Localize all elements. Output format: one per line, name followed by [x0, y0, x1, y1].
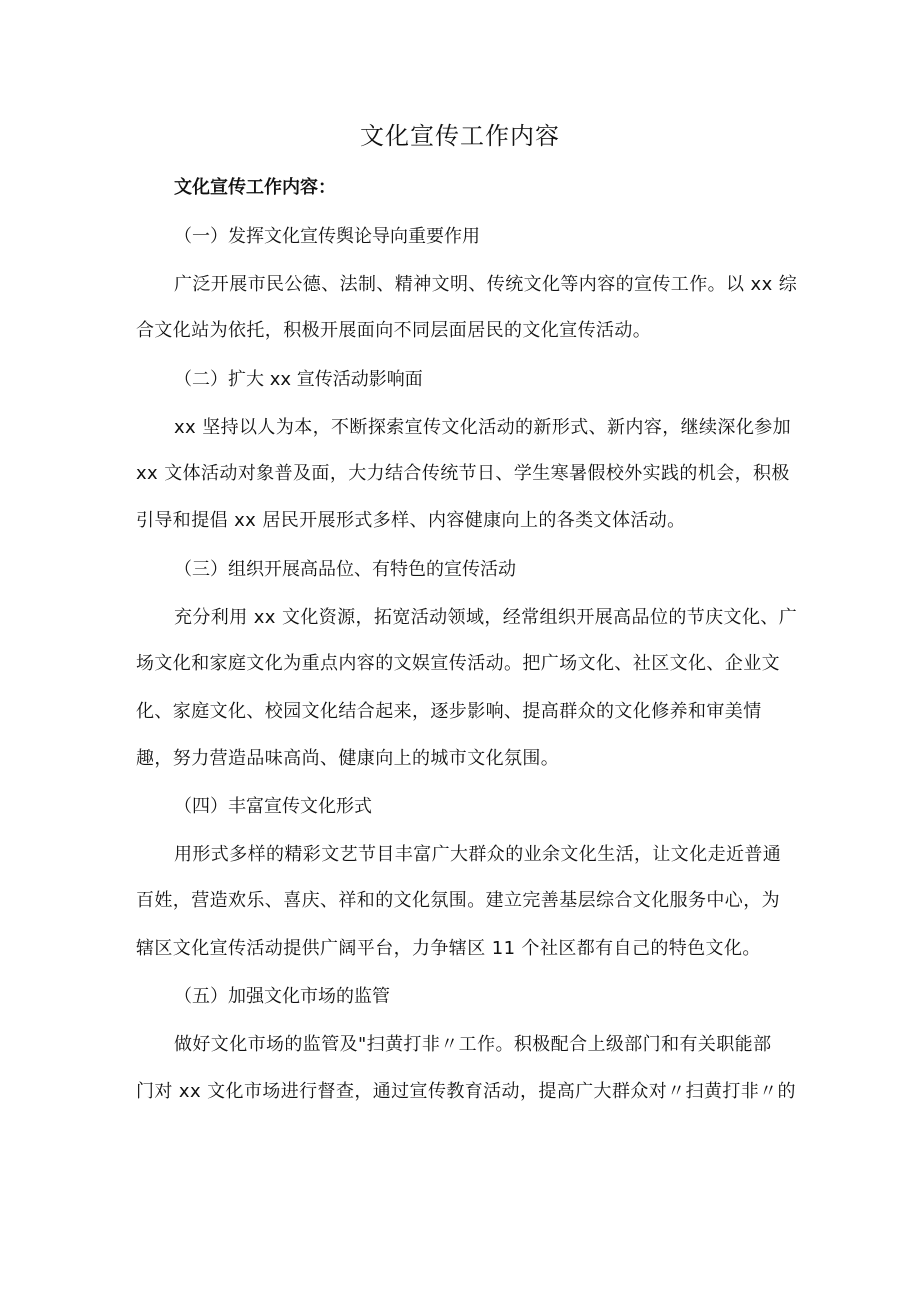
document-title: 文化宣传工作内容: [360, 122, 560, 150]
section-3-line-1: 充分利用 xx 文化资源，拓宽活动领域，经常组织开展高品位的节庆文化、广: [174, 607, 798, 628]
section-2-line-2: xx 文体活动对象普及面，大力结合传统节日、学生寒暑假校外实践的机会，积极: [136, 463, 790, 484]
section-5-line-1: 做好文化市场的监管及"扫黄打非〃工作。积极配合上级部门和有关职能部: [174, 1034, 772, 1055]
section-heading-2: （二）扩大 xx 宣传活动影响面: [174, 369, 423, 390]
section-3-line-2: 场文化和家庭文化为重点内容的文娱宣传活动。把广场文化、社区文化、企业文: [136, 653, 780, 674]
section-4-line-2: 百姓，营造欢乐、喜庆、祥和的文化氛围。建立完善基层综合文化服务中心，为: [136, 890, 780, 911]
section-4-line-1: 用形式多样的精彩文艺节目丰富广大群众的业余文化生活，让文化走近普通: [174, 844, 782, 865]
section-2-line-3: 引导和提倡 xx 居民开展形式多样、内容健康向上的各类文体活动。: [136, 510, 686, 531]
section-heading-4: （四）丰富宣传文化形式: [174, 796, 372, 817]
section-4-line-3: 辖区文化宣传活动提供广阔平台，力争辖区 11 个社区都有自己的特色文化。: [136, 938, 761, 959]
section-heading-3: （三）组织开展高品位、有特色的宣传活动: [174, 559, 516, 580]
section-2-line-1: xx 坚持以人为本，不断探索宣传文化活动的新形式、新内容，继续深化参加: [174, 417, 792, 438]
section-5-line-2: 门对 xx 文化市场进行督查，通过宣传教育活动，提高广大群众对〃扫黄打非〃的: [136, 1081, 796, 1102]
section-1-line-1: 广泛开展市民公德、法制、精神文明、传统文化等内容的宣传工作。以 xx 综: [174, 274, 798, 295]
section-3-line-4: 趣，努力营造品味高尚、健康向上的城市文化氛围。: [136, 748, 560, 769]
section-3-line-3: 化、家庭文化、校园文化结合起来，逐步影响、提高群众的文化修养和审美情: [136, 701, 762, 722]
section-heading-5: （五）加强文化市场的监管: [174, 986, 390, 1007]
section-heading-1: （一）发挥文化宣传舆论导向重要作用: [174, 226, 480, 247]
section-1-line-2: 合文化站为依托，积极开展面向不同层面居民的文化宣传活动。: [136, 320, 652, 341]
lead-heading: 文化宣传工作内容：: [174, 177, 336, 198]
